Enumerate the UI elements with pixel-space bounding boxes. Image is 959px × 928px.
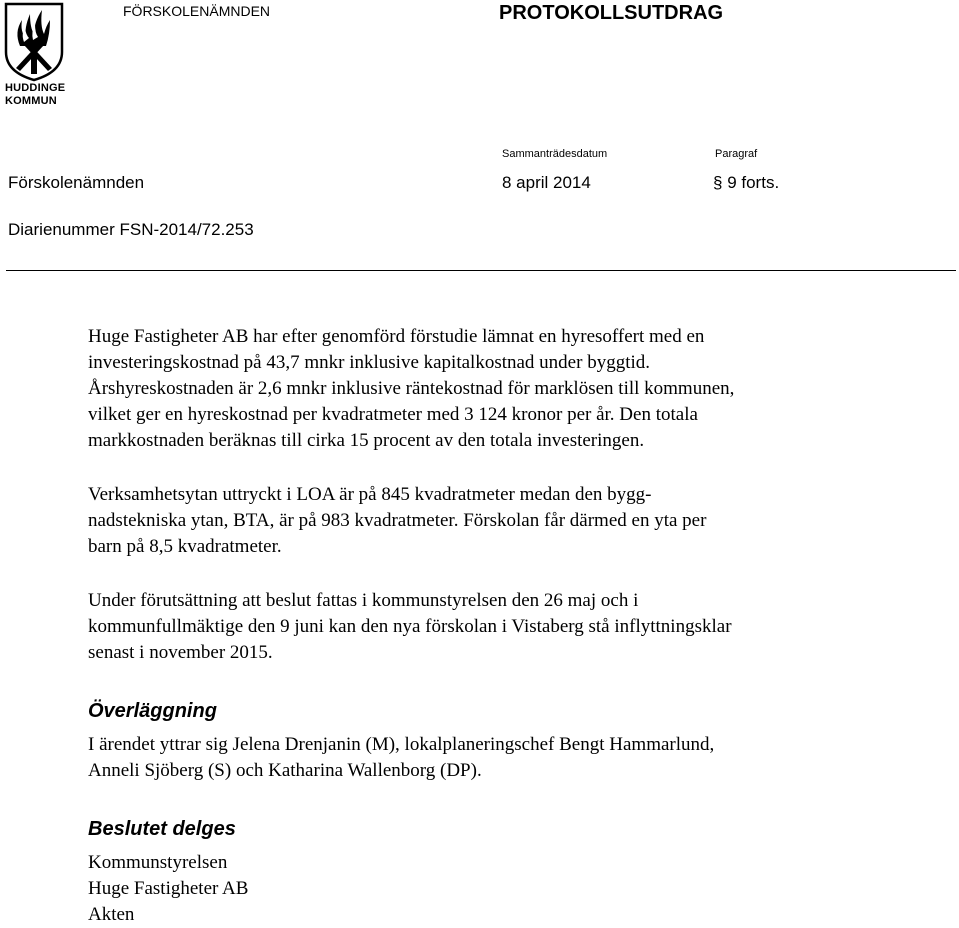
logo-text-huddinge: HUDDINGE — [5, 82, 66, 94]
meeting-date: 8 april 2014 — [502, 173, 591, 192]
recipient-item: Kommunstyrelsen — [88, 852, 228, 873]
org-name: FÖRSKOLENÄMNDEN — [123, 3, 271, 19]
recipient-item: Akten — [88, 904, 135, 925]
recipient-item: Huge Fastigheter AB — [88, 878, 249, 899]
deliberation-heading: Överläggning — [88, 700, 217, 722]
body-paragraph-1 — [88, 324, 948, 454]
paragraph-text: Verksamhetsytan uttryckt i LOA är på 845 kvadratmeter medan den bygg- nadstekniska ytan, BTA, är på 983 kvadratmeter. Förskolan får därmed en yta per barn på 8,5 kvadratmeter. — [88, 484, 707, 557]
distribution-heading: Beslutet delges — [88, 818, 236, 840]
logo-text-kommun: KOMMUN — [5, 95, 57, 107]
section-sign-icon: § — [713, 173, 723, 192]
committee-name: Förskolenämnden — [8, 173, 145, 192]
body-paragraph-3 — [88, 588, 948, 666]
shield-flame-icon — [4, 2, 64, 82]
header-divider — [6, 270, 956, 271]
body-paragraph-2 — [88, 482, 948, 560]
diary-number: Diarienummer FSN-2014/72.253 — [8, 220, 254, 239]
document-type: PROTOKOLLSUTDRAG — [499, 2, 724, 24]
paragraph-text: Huge Fastigheter AB har efter genomförd förstudie lämnat en hyresoffert med en investeringskostnad på 43,7 mnkr inklusive kapitalkostnad under byggtid. Årshyreskostnaden är 2,6 mnkr inklusive räntekostnad för marklösen till kommunen, vilket ger en hyreskostnad per kvadratmeter med 3 124 kronor per år. Den totala markkostnaden beräknas till cirka 15 procent av den totala investeringen. — [88, 326, 735, 451]
huddinge-kommun-logo — [4, 2, 66, 106]
paragraph-number — [713, 173, 779, 193]
date-label: Sammanträdesdatum — [502, 148, 608, 160]
paragraph-label: Paragraf — [715, 148, 758, 160]
paragraph-text: Under förutsättning att beslut fattas i kommunstyrelsen den 26 maj och i kommunfullmäktige den 9 juni kan den nya förskolan i Vistaberg stå inflyttningsklar senast i november 2015. — [88, 590, 732, 663]
recipient-list — [88, 850, 248, 928]
deliberation-text — [88, 732, 948, 784]
paragraph-text: I ärendet yttrar sig Jelena Drenjanin (M), lokalplaneringschef Bengt Hammarlund, Anneli Sjöberg (S) och Katharina Wallenborg (DP). — [88, 734, 715, 781]
paragraph-number-text: 9 forts. — [727, 173, 780, 192]
